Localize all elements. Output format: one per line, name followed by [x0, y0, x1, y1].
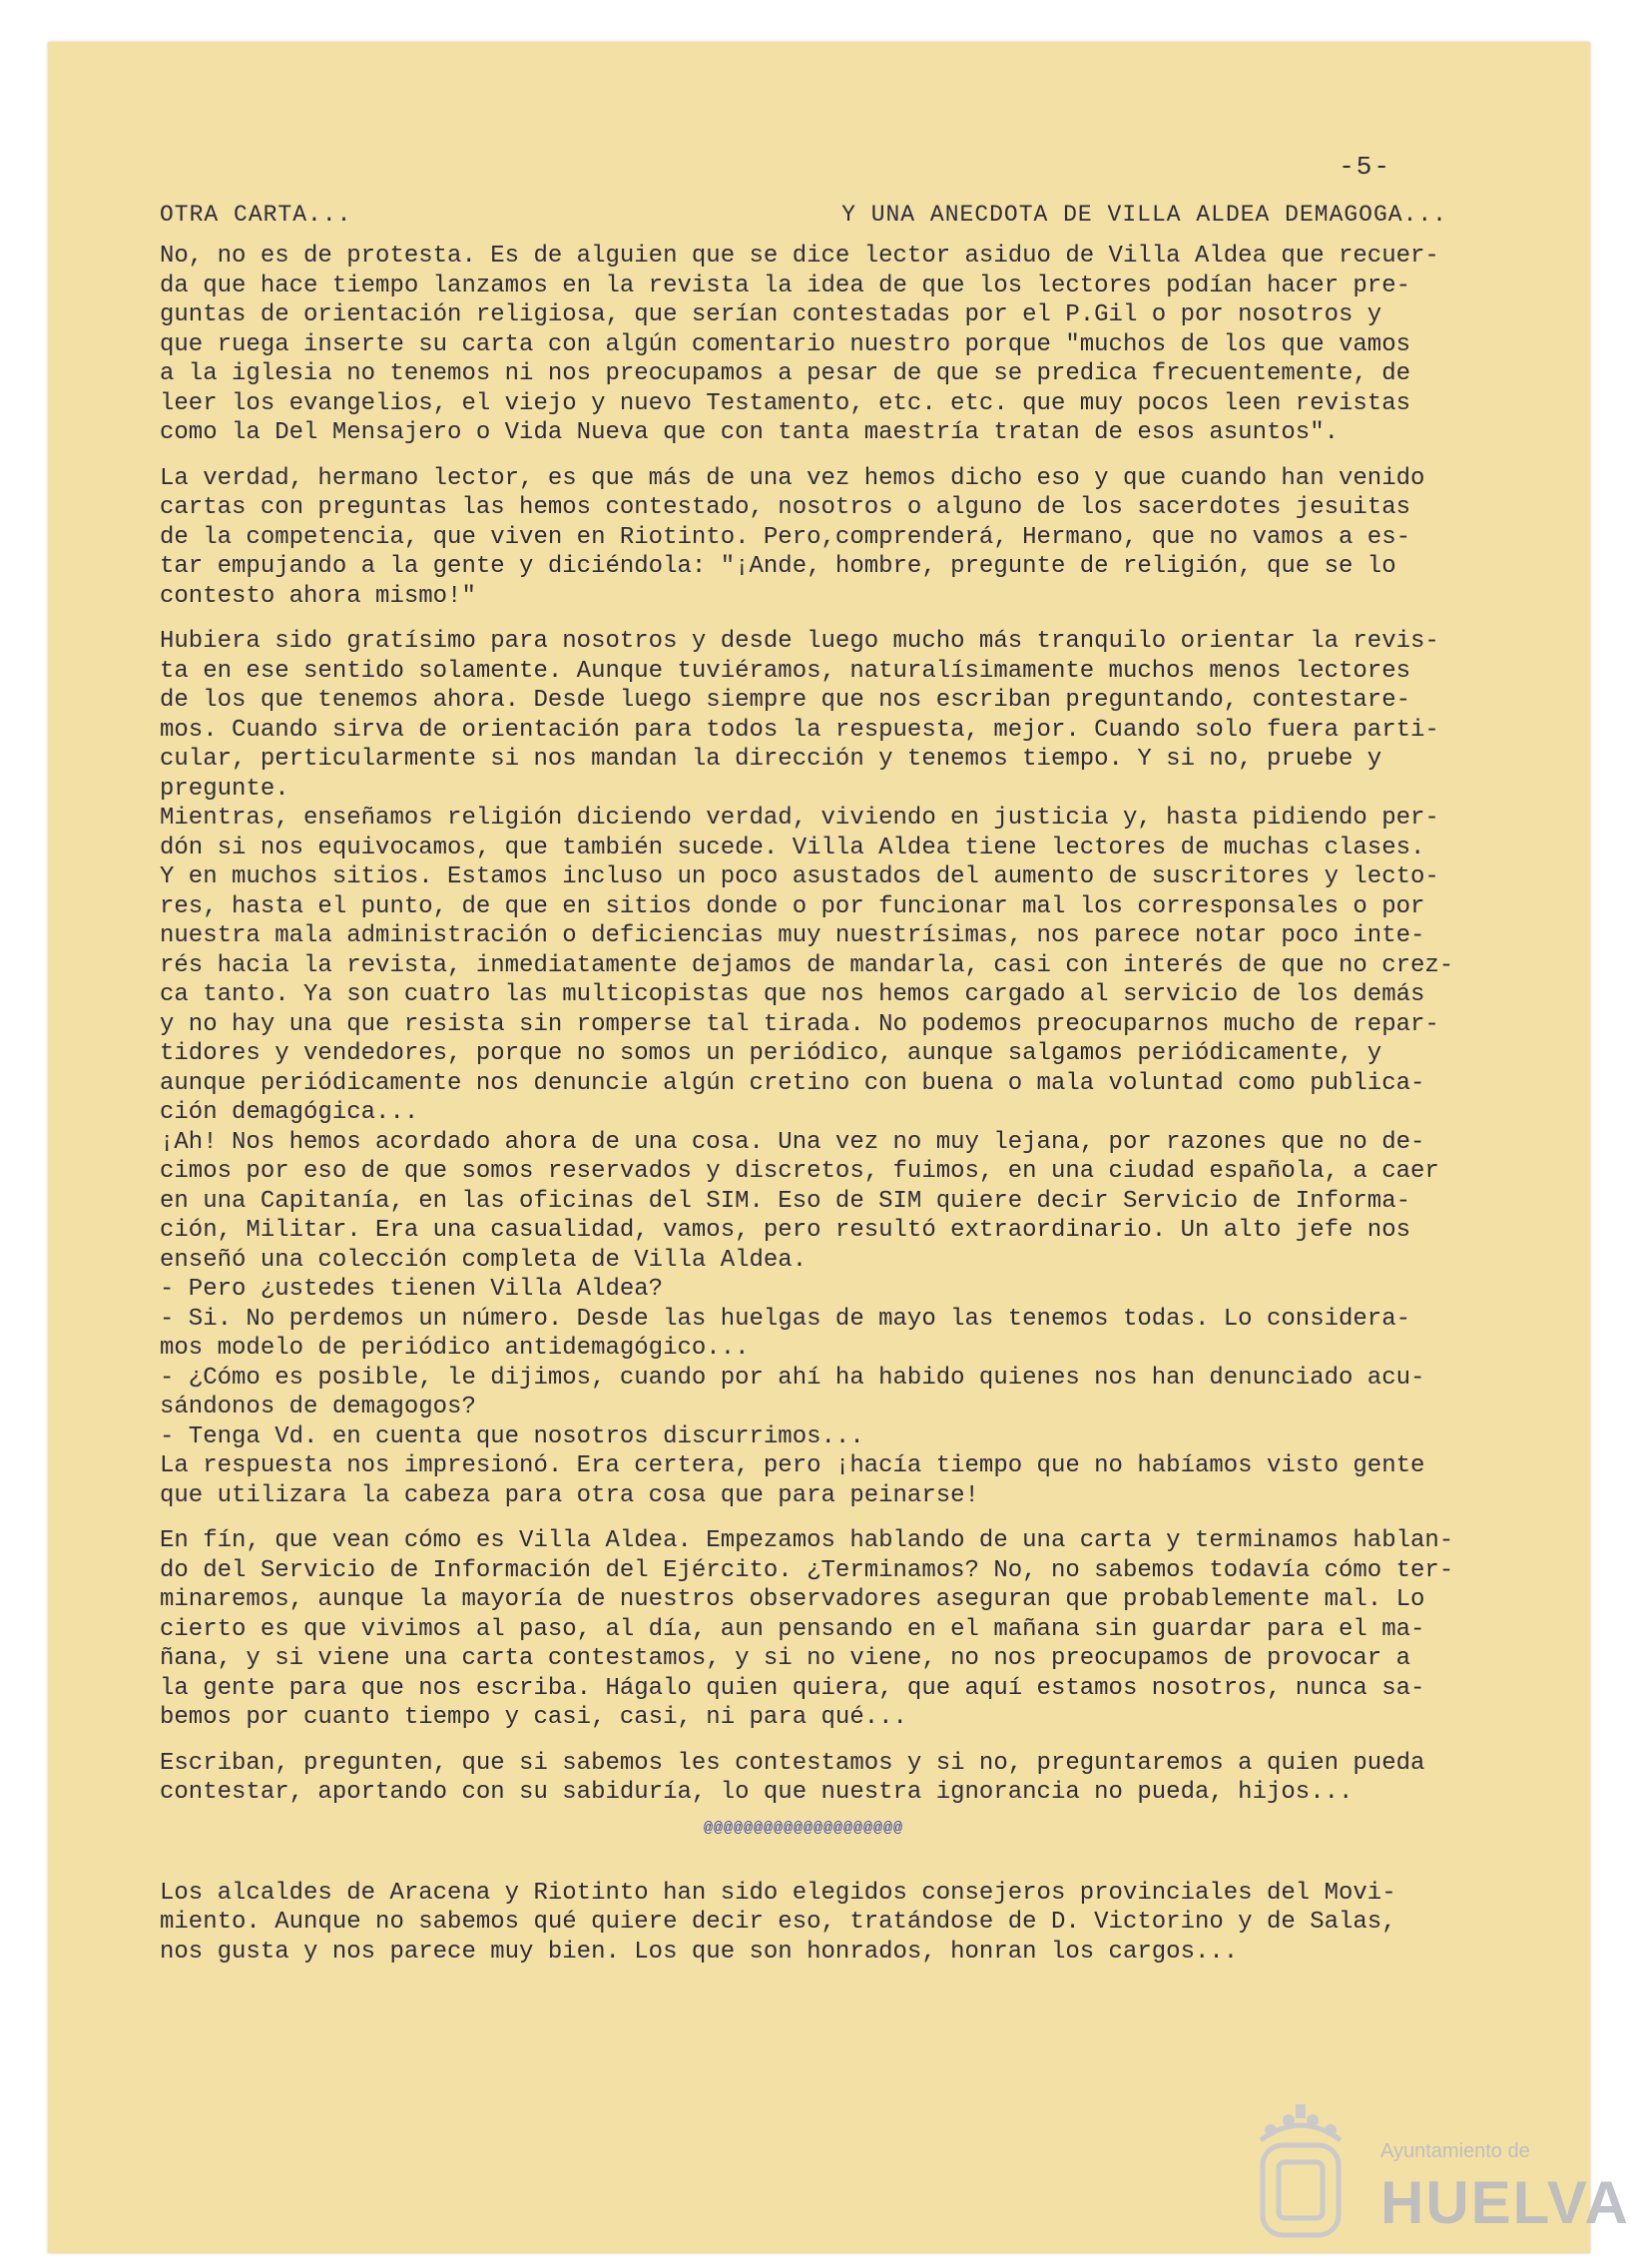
- text-line: bemos por cuanto tiempo y casi, casi, ni para qué...: [160, 1704, 907, 1731]
- text-line: guntas de orientación religiosa, que serían contestadas por el P.Gil o por nosotros y: [160, 301, 1382, 328]
- text-line: rés hacia la revista, inmediatamente dejamos de mandarla, casi con interés de que no crez-: [160, 951, 1454, 979]
- text-line: miento. Aunque no sabemos qué quiere decir eso, tratándose de D. Victorino y de Salas,: [160, 1909, 1396, 1936]
- text-line: tar empujando a la gente y diciéndola: "¡Ande, hombre, pregunte de religión, que se lo: [160, 553, 1396, 580]
- text-line: - Tenga Vd. en cuenta que nosotros discurrimos...: [160, 1422, 864, 1450]
- text-line: leer los evangelios, el viejo y nuevo Testamento, etc. etc. que muy pocos leen revistas: [160, 389, 1411, 417]
- text-line: en una Capitanía, en las oficinas del SIM. Eso de SIM quiere decir Servicio de Informa-: [160, 1187, 1411, 1215]
- closing-paragraph: [160, 1879, 1447, 1968]
- text-line: contestar, aportando con su sabiduría, lo que nuestra ignorancia no pueda, hijos...: [160, 1779, 1354, 1806]
- divider: @@@@@@@@@@@@@@@@@@@@: [703, 1819, 904, 1837]
- paragraph: [160, 627, 1447, 804]
- text-line: de la competencia, que viven en Riotinto. Pero,comprenderá, Hermano, que no vamos a es-: [160, 523, 1411, 551]
- text-line: dón si nos equivocamos, que también sucede. Villa Aldea tiene lectores de muchas clases.: [160, 834, 1425, 861]
- paragraph: [160, 464, 1447, 612]
- paragraph: [160, 1526, 1454, 1733]
- text-line: - Pero ¿ustedes tienen Villa Aldea?: [160, 1276, 664, 1303]
- document-page: [48, 42, 1630, 2253]
- text-line: de los que tenemos ahora. Desde luego siempre que nos escriban preguntando, contestare-: [160, 687, 1411, 714]
- watermark-line2: HUELVA: [1380, 2169, 1630, 2236]
- text-line: minaremos, aunque la mayoría de nuestros observadores aseguran que probablemente mal. Lo: [160, 1586, 1425, 1613]
- text-line: ¡Ah! Nos hemos acordado ahora de una cosa. Una vez no muy lejana, por razones que no de-: [160, 1128, 1425, 1156]
- text-line: pregunte.: [160, 775, 289, 803]
- text-line: nos gusta y nos parece muy bien. Los que son honrados, honran los cargos...: [160, 1938, 1239, 1966]
- text-line: ción, Militar. Era una casualidad, vamos, pero resultó extraordinario. Un alto jefe nos: [160, 1217, 1411, 1244]
- paragraph: [160, 1128, 1447, 1511]
- text-line: contesto ahora mismo!": [160, 582, 476, 610]
- text-line: ción demagógica...: [160, 1099, 419, 1126]
- text-line: que ruega inserte su carta con algún comentario nuestro porque "muchos de los que vamos: [160, 330, 1411, 358]
- text-line: Escriban, pregunten, que si sabemos les contestamos y si no, preguntaremos a quien pueda: [160, 1749, 1425, 1777]
- text-line: - ¿Cómo es posible, le dijimos, cuando por ahí ha habido quienes nos han denunciado acu-: [160, 1364, 1425, 1392]
- text-line: La respuesta nos impresionó. Era certera, pero ¡hacía tiempo que no habíamos visto gente: [160, 1452, 1425, 1479]
- text-line: enseñó una colección completa de Villa Aldea.: [160, 1246, 808, 1274]
- text-line: En fín, que vean cómo es Villa Aldea. Empezamos hablando de una carta y terminamos hablan-: [160, 1527, 1454, 1554]
- text-line: que utilizara la cabeza para otra cosa que para peinarse!: [160, 1481, 979, 1509]
- watermark: [1241, 2100, 1630, 2250]
- text-line: ñana, y si viene una carta contestamos, y si no viene, no nos preocupamos de provocar a: [160, 1645, 1411, 1672]
- text-line: aunque periódicamente nos denuncie algún cretino con buena o mala voluntad como publica-: [160, 1069, 1425, 1097]
- text-line: Hubiera sido gratísimo para nosotros y desde luego mucho más tranquilo orientar la revis-: [160, 628, 1439, 655]
- text-line: La verdad, hermano lector, es que más de una vez hemos dicho eso y que cuando han venido: [160, 464, 1425, 492]
- body-text: [160, 242, 1454, 1808]
- page-number: -5-: [1339, 152, 1391, 182]
- text-line: y no hay una que resista sin romperse tal tirada. No podemos preocuparnos mucho de repar-: [160, 1010, 1439, 1038]
- paragraph: [160, 242, 1447, 448]
- text-line: No, no es de protesta. Es de alguien que se dice lector asiduo de Villa Aldea que recuer-: [160, 243, 1439, 270]
- paragraph: [160, 1749, 1447, 1808]
- text-line: ca tanto. Ya son cuatro las multicopistas que nos hemos cargado al servicio de los demás: [160, 981, 1425, 1008]
- text-line: como la Del Mensajero o Vida Nueva que con tanta maestría tratan de esos asuntos".: [160, 419, 1339, 446]
- text-line: tidores y vendedores, porque no somos un periódico, aunque salgamos periódicamente, y: [160, 1040, 1382, 1067]
- crest-icon: [1241, 2100, 1360, 2250]
- paragraph: [160, 804, 1454, 1128]
- text-line: mos. Cuando sirva de orientación para todos la respuesta, mejor. Cuando solo fuera parti-: [160, 716, 1439, 744]
- text-line: ta en ese sentido solamente. Aunque tuviéramos, naturalísimamente muchos menos lectores: [160, 657, 1411, 685]
- text-area: [160, 152, 1454, 1983]
- text-line: cimos por eso de que somos reservados y discretos, fuimos, en una ciudad española, a caer: [160, 1158, 1439, 1185]
- text-line: Y en muchos sitios. Estamos incluso un poco asustados del aumento de suscritores y lecto-: [160, 863, 1439, 890]
- text-line: cierto es que vivimos al paso, al día, aun pensando en el mañana sin guardar para el ma-: [160, 1615, 1425, 1643]
- headline: [160, 202, 1447, 228]
- watermark-line1: Ayuntamiento de: [1380, 2140, 1530, 2162]
- text-line: Mientras, enseñamos religión diciendo verdad, viviendo en justicia y, hasta pidiendo per-: [160, 805, 1439, 832]
- text-line: nuestra mala administración o deficiencias muy nuestrísimas, nos parece notar poco inte-: [160, 922, 1425, 949]
- text-line: res, hasta el punto, de que en sitios donde o por funcionar mal los corresponsales o por: [160, 892, 1425, 920]
- text-line: da que hace tiempo lanzamos en la revista la idea de que los lectores podían hacer pre-: [160, 272, 1411, 299]
- text-line: mos modelo de periódico antidemagógico...: [160, 1335, 750, 1362]
- text-line: cartas con preguntas las hemos contestado, nosotros o alguno de los sacerdotes jesuitas: [160, 494, 1411, 521]
- text-line: sándonos de demagogos?: [160, 1394, 476, 1420]
- text-line: Los alcaldes de Aracena y Riotinto han sido elegidos consejeros provinciales del Movi-: [160, 1879, 1396, 1907]
- text-line: cular, perticularmente si nos mandan la dirección y tenemos tiempo. Y si no, pruebe y: [160, 746, 1382, 773]
- text-line: do del Servicio de Información del Ejército. ¿Terminamos? No, no sabemos todavía cómo ter-: [160, 1556, 1454, 1584]
- text-line: a la iglesia no tenemos ni nos preocupamos a pesar de que se predica frecuentemente, de: [160, 360, 1411, 387]
- headline-left: OTRA CARTA...: [160, 202, 352, 228]
- text-line: la gente para que nos escriba. Hágalo quien quiera, que aquí estamos nosotros, nunca sa-: [160, 1674, 1425, 1702]
- headline-right: Y UNA ANECDOTA DE VILLA ALDEA DEMAGOGA...: [841, 202, 1447, 228]
- text-line: - Si. No perdemos un número. Desde las huelgas de mayo las tenemos todas. Lo considera-: [160, 1305, 1411, 1333]
